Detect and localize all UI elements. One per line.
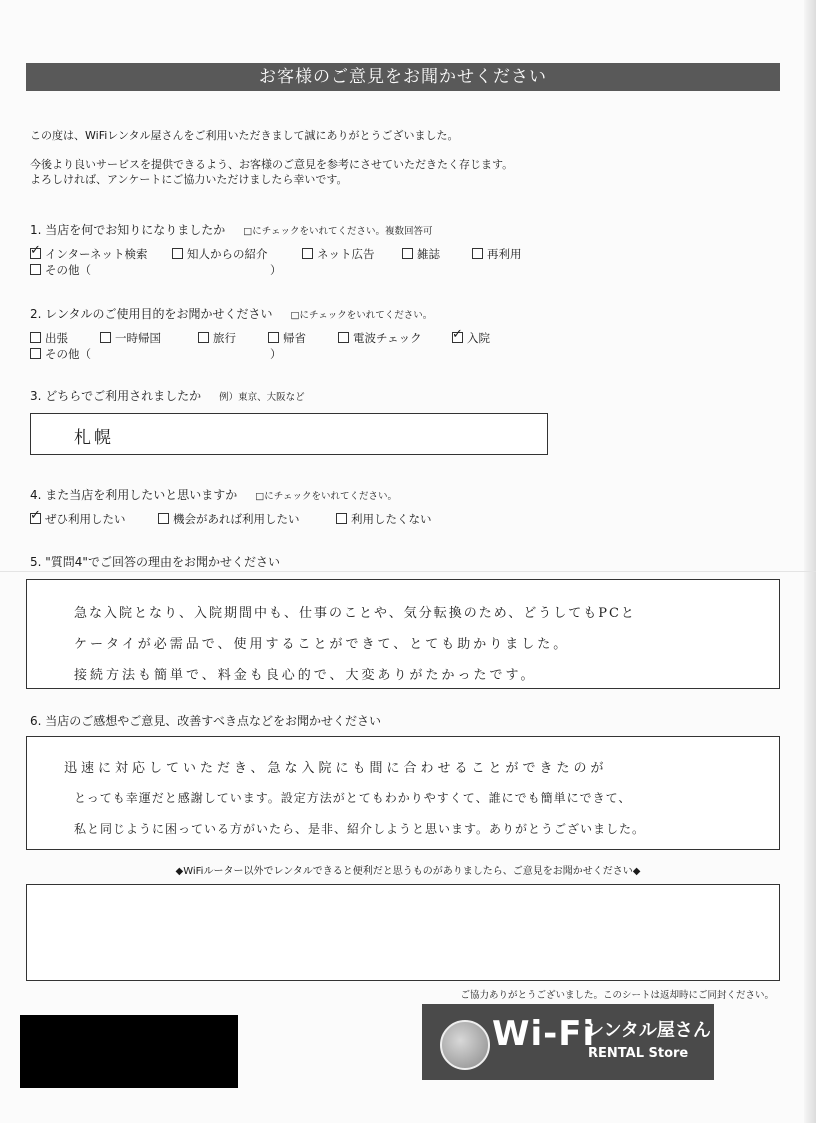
redacted-block: [20, 1015, 238, 1088]
check-mark-icon: ✓: [30, 508, 41, 523]
q4-option-definitely[interactable]: ✓ ぜひ利用したい: [30, 508, 126, 526]
q2-other-close: ）: [270, 347, 282, 361]
q6-title: 6. 当店のご感想やご意見、改善すべき点などをお聞かせください: [30, 714, 382, 728]
q3-hint: 例）東京、大阪など: [219, 392, 305, 403]
q4-hint: □にチェックをいれてください。: [255, 491, 397, 502]
paper-fold-line: [0, 571, 816, 572]
q6-answer-line-2: とっても幸運だと感謝しています。設定方法がとてもわかりやすくて、誰にでも簡単にできて、: [74, 791, 632, 805]
checkbox[interactable]: [472, 248, 483, 259]
q2-option-signal-check[interactable]: 電波チェック: [338, 330, 422, 346]
q1-option-referral[interactable]: 知人からの紹介: [172, 246, 268, 262]
q3-answer-text: 札幌: [74, 428, 114, 448]
request-answer-box[interactable]: [26, 884, 780, 981]
check-mark-icon: ✓: [30, 243, 41, 258]
checkbox[interactable]: [336, 513, 347, 524]
page-title: お客様のご意見をお聞かせください: [26, 63, 780, 91]
checkbox[interactable]: [30, 348, 41, 359]
q2-option-temporary-return[interactable]: 一時帰国: [100, 330, 161, 346]
q2-option-hospitalization[interactable]: ✓ 入院: [452, 327, 490, 345]
checkbox-checked[interactable]: [30, 508, 41, 524]
checkbox[interactable]: [402, 248, 413, 259]
q5-answer-line-1: 急な入院となり、入院期間中も、仕事のことや、気分転換のため、どうしてもPCと: [74, 606, 636, 621]
q1-option-web-ad[interactable]: ネット広告: [302, 246, 375, 262]
q1-hint: □にチェックをいれてください。複数回答可: [243, 226, 433, 237]
logo-jp-text: レンタル屋さん: [586, 1020, 711, 1041]
checkbox[interactable]: [172, 248, 183, 259]
checkbox[interactable]: [158, 513, 169, 524]
q5-title: 5. "質問4"でご回答の理由をお聞かせください: [30, 555, 280, 569]
q1-option-reuse[interactable]: 再利用: [472, 246, 522, 262]
q2-option-other[interactable]: その他（: [30, 346, 91, 362]
checkbox[interactable]: [338, 332, 349, 343]
paper-edge: [804, 0, 816, 1123]
q1-title: 1. 当店を何でお知りになりましたか □にチェックをいれてください。複数回答可: [30, 223, 433, 237]
q2-option-business-trip[interactable]: 出張: [30, 330, 68, 346]
q6-answer-line-3: 私と同じように困っている方がいたら、是非、紹介しようと思います。ありがとうございました。: [74, 822, 646, 836]
q1-other-close: ）: [270, 263, 282, 277]
intro-line-2: 今後より良いサービスを提供できるよう、お客様のご意見を参考にさせていただきたく存じます。: [30, 158, 514, 171]
q3-title: 3. どちらでご利用されましたか 例）東京、大阪など: [30, 389, 305, 403]
q2-option-homecoming[interactable]: 帰省: [268, 330, 306, 346]
checkbox-checked[interactable]: [30, 243, 41, 259]
logo-en-text: RENTAL Store: [588, 1046, 689, 1061]
q4-title: 4. また当店を利用したいと思いますか □にチェックをいれてください。: [30, 488, 397, 502]
q2-option-travel[interactable]: 旅行: [198, 330, 236, 346]
q4-option-no[interactable]: 利用したくない: [336, 511, 432, 527]
intro-line-1: この度は、WiFiレンタル屋さんをご利用いただきまして誠にありがとうございました。: [30, 129, 459, 142]
intro-line-3: よろしければ、アンケートにご協力いただけましたら幸いです。: [30, 173, 348, 186]
mascot-icon: [440, 1020, 490, 1070]
checkbox-checked[interactable]: [452, 327, 463, 343]
logo-wifi-text: Wi-Fi: [492, 1014, 596, 1054]
q1-option-internet-search[interactable]: ✓ インターネット検索: [30, 243, 148, 261]
checkbox[interactable]: [268, 332, 279, 343]
q4-option-if-opportunity[interactable]: 機会があれば利用したい: [158, 511, 300, 527]
request-note: ◆WiFiルーター以外でレンタルできると便利だと思うものがありましたら、ご意見をお聞かせください◆: [175, 866, 641, 877]
checkbox[interactable]: [30, 264, 41, 275]
q2-hint: □にチェックをいれてください。: [290, 310, 433, 321]
check-mark-icon: ✓: [452, 327, 463, 342]
thanks-note: ご協力ありがとうございました。このシートは返却時にご同封ください。: [460, 990, 774, 1001]
q1-option-magazine[interactable]: 雑誌: [402, 246, 440, 262]
q2-title: 2. レンタルのご使用目的をお聞かせください □にチェックをいれてください。: [30, 307, 433, 321]
checkbox[interactable]: [198, 332, 209, 343]
checkbox[interactable]: [302, 248, 313, 259]
brand-logo: [422, 1004, 714, 1080]
checkbox[interactable]: [100, 332, 111, 343]
q1-option-other[interactable]: その他（: [30, 262, 91, 278]
checkbox[interactable]: [30, 332, 41, 343]
q5-answer-line-2: ケータイが必需品で、使用することができて、とても助かりました。: [74, 637, 570, 652]
q6-answer-line-1: 迅速に対応していただき、急な入院にも間に合わせることができたのが: [64, 761, 608, 776]
q5-answer-line-3: 接続方法も簡単で、料金も良心的で、大変ありがたかったです。: [74, 668, 537, 683]
